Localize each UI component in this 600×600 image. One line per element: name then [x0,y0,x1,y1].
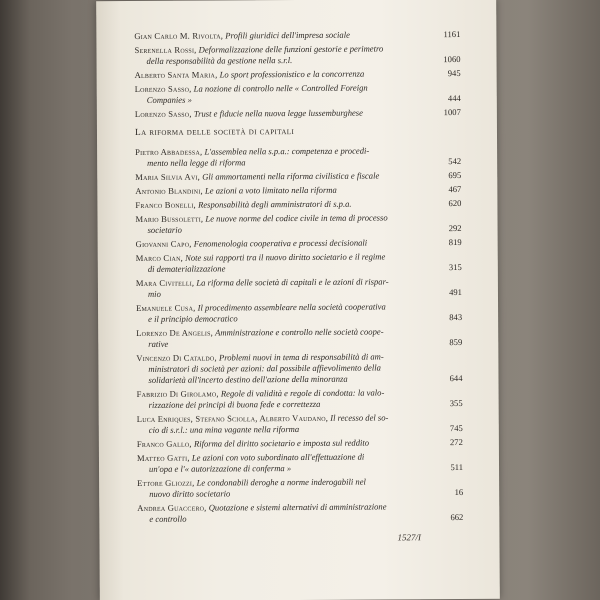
toc-title-continuation: e il principio democratico [148,313,238,324]
toc-author: Franco Gallo, [136,438,192,449]
toc-page-number: 695 [448,170,462,181]
toc-page-number: 843 [449,311,463,323]
toc-title: Profili giuridici dell'impresa sociale [225,29,350,41]
toc-entry [137,387,463,411]
book-page [96,0,500,600]
toc-title-continuation: societario [147,224,182,235]
toc-title-continuation: mento nella legge di riforma [147,157,246,168]
toc-page-number: 315 [448,261,462,273]
toc-page-number: 1161 [443,29,461,40]
toc-title: Responsabilità degli amministratori di s.p.a. [198,198,352,210]
toc-entry-first-line [136,237,422,250]
toc-author: Antonio Blandini, [135,185,203,196]
toc-author: Mario Bussoletti, [135,213,204,224]
toc-title: Amministrazione e controllo nelle società coope- [215,326,384,338]
toc-entry-first-line [136,301,422,314]
toc-entry [134,43,460,67]
toc-page-number: 620 [448,198,462,209]
toc-title-continuation: un'opa e l'« autorizzazione di conferma » [148,463,292,474]
toc-author: Fabrizio Di Girolamo, [136,388,219,399]
toc-title: Trust e fiducie nella nuova legge lussemburghese [193,107,363,119]
toc-author: Marco Cian, [135,252,183,263]
toc-title: Regole di validità e regole di condotta: la valo- [220,387,385,399]
toc-author: Alberto Santa Maria, [134,69,218,80]
toc-page-number: 467 [448,184,462,195]
toc-entry [136,276,462,300]
toc-author: Pietro Abbadessa, [135,146,203,157]
toc-entry [135,170,461,183]
toc-author: Ettore Gliozzi, [137,477,195,488]
toc-title-continuation: rative [148,338,169,349]
toc-title: Il procedimento assembleare nella società cooperativa [197,301,386,313]
toc-author: Franco Bonelli, [135,199,196,210]
toc-entry-first-line [136,326,422,339]
toc-entry-first-line [135,170,421,183]
toc-author: Mara Civitelli, [135,277,195,288]
toc-title: Lo sport professionistico e la concorrenza [219,68,365,80]
toc-page-number: 272 [449,436,463,448]
toc-page-number: 819 [448,236,462,248]
toc-author: Emanuele Cusa, [136,302,196,313]
toc-title: Le condonabili deroghe a norme inderogabili nel [196,476,366,488]
toc-title: Riforma del diritto societario e imposta sul reddito [193,437,370,449]
toc-page-number: 16 [454,486,464,498]
toc-title-continuation: mio [147,288,161,299]
toc-page-number: 945 [447,68,461,79]
toc-title: Le azioni con voto subordinato all'effettuazione di [191,451,365,463]
toc-entry [135,107,461,120]
toc-title-continuation: nuovo diritto societario [149,488,231,499]
toc-page-number: 745 [449,422,463,434]
toc-page-number: 1007 [443,107,461,118]
toc-entry [135,145,461,169]
toc-entry-first-line [137,412,423,425]
toc-entry-first-line [134,43,420,56]
toc-entry [136,326,462,350]
toc-author: Lorenzo Sasso, [134,108,192,119]
toc-title-continuation: solidarietà all'incerto destino dell'azione della minoranza [148,373,348,385]
toc-entry [135,68,461,81]
toc-author: Giovanni Capo, [135,238,192,249]
toc-author: Luca Enriques, Stefano Sciolla, Alberto Vaudano, [136,412,329,424]
toc-entry-first-line [134,29,420,42]
toc-title: Problemi nuovi in tema di responsabilità di am- [218,351,384,363]
toc-title-continuation: cio di s.r.l.: una mina vagante nella riforma [148,423,300,435]
toc-entry [137,437,463,450]
toc-title-continuation: e controllo [149,513,187,524]
toc-title-continuation: rizzazione dei principi di buona fede e correttezza [148,398,321,410]
toc-entry-first-line [135,198,421,211]
toc-title-continuation: di dematerializzazione [147,263,226,274]
toc-page-number: 511 [450,461,464,473]
toc-title: Il recesso del so- [330,412,389,423]
toc-entry-first-line [137,437,423,450]
toc-author: Serenella Rossi, [134,44,197,55]
signature-mark: 1527/I [397,532,421,543]
toc-page-number: 542 [448,156,462,167]
toc-entry [136,301,462,325]
toc-entry-first-line [135,184,421,197]
toc-title: Fenomenologia cooperativa e processi decisionali [193,237,368,249]
toc-page-number: 859 [449,336,463,348]
toc-author: Matteo Gatti, [136,452,190,463]
toc-title: Gli ammortamenti nella riforma civilistica e fiscale [202,170,380,182]
toc-title: Note sui rapporti tra il nuovo diritto societario e il regime [185,251,386,263]
toc-page-number: 491 [449,286,462,298]
toc-author: Lorenzo Sasso, [134,83,192,94]
toc-title: Le azioni a voto limitato nella riforma [204,184,337,196]
toc-title-continuation: Companies » [146,94,192,105]
toc-title: Deformalizzazione delle funzioni gestorie e perimetro [198,43,384,55]
toc-page-number: 355 [449,397,463,409]
toc-entry [137,501,463,525]
toc-page-number: 662 [450,511,464,523]
toc-entry [136,237,462,250]
toc-entry [134,29,460,42]
toc-entry-first-line [135,212,421,225]
toc-entry [135,82,461,106]
toc-author: Gian Carlo M. Rivolta, [134,30,224,41]
top-entry-list [134,29,461,120]
toc-page-number: 1060 [443,54,461,65]
toc-title: Le nuove norme del codice civile in tema di processo [205,212,388,224]
toc-title: Quotazione e sistemi alternativi di amministrazione [208,501,387,513]
toc-author: Lorenzo De Angelis, [136,327,213,338]
toc-entry-first-line [137,387,423,400]
toc-author: Maria Silvia Avi, [135,171,201,182]
toc-title-continuation: ministratori di società per azioni: dal possibile affievolimento della [148,362,381,374]
toc-entry [135,184,461,197]
toc-entry-first-line [137,501,423,514]
toc-entry [135,198,461,211]
toc-title-continuation: della responsabilità da gestione nella s.r.l. [146,55,293,66]
toc-entry [136,351,462,386]
toc-title: La riforma delle società di capitali e le azioni di rispar- [196,276,389,288]
toc-entry-first-line [136,276,422,289]
toc-entry [136,251,462,275]
toc-entry-first-line [135,107,421,120]
toc-title: L'assemblea nella s.p.a.: competenza e procedi- [204,145,370,157]
toc-page-number: 292 [448,222,462,234]
toc-entry [137,451,463,475]
toc-author: Vincenzo Di Cataldo, [136,352,217,363]
toc-page-number: 444 [447,93,461,104]
toc-page-number: 644 [449,372,463,384]
section-entry-list [135,145,463,525]
toc-entry [137,412,463,436]
toc-entry [135,212,461,236]
toc-entry [137,476,463,500]
section-heading: La riforma delle società di capitali [134,127,295,138]
toc-author: Andrea Guaccero, [137,502,207,513]
toc-entry-first-line [135,68,421,81]
toc-entry-first-line [136,251,422,264]
table-of-contents [134,29,463,528]
toc-title: La nozione di controllo nelle « Controlled Foreign [193,82,368,94]
